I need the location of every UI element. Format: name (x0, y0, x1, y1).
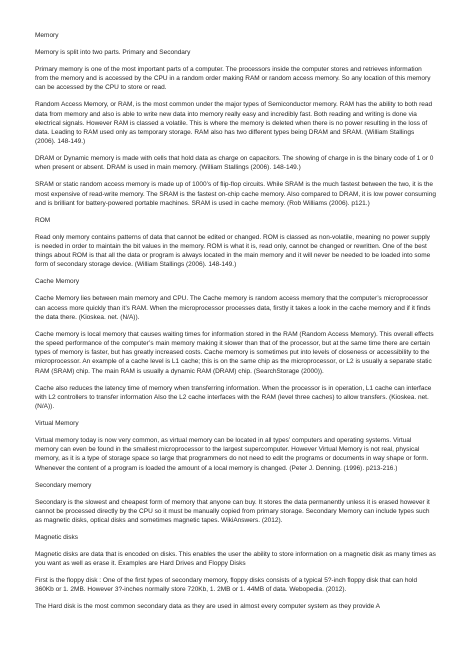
paragraph-cache-intro: Cache Memory lies between main memory and CPU. The Cache memory is random access memory that the computer’s microprocessor can access more quickly than it’s RAM. When the microprocessor processes data, firstly it takes a look in the cache memory and if it finds the data there. (Kioskea. net. (N/A)). (35, 295, 431, 321)
paragraph-memory-split: Memory is split into two parts. Primary and Secondary (35, 49, 191, 56)
heading-memory: Memory (35, 32, 59, 39)
paragraph-virtual-memory: Virtual memory today is now very common, as virtual memory can be located in all types’ computers and operating systems. Virtual memory can even be found in the smallest microprocessor to the largest supercomputer. However Virtual Memory is not real, physical memory, as it is a type of storage space so large that programmers do not need to edit the programs or documents in way shape or form. Whenever the content of a program is loaded the amount of a local memory is changed. (Peter J. Denning. (1996). p213-216.) (35, 437, 429, 472)
heading-secondary-memory: Secondary memory (35, 481, 92, 489)
heading-rom: ROM (35, 216, 51, 224)
paragraph-primary-memory: Primary memory is one of the most important parts of a computer. The processors inside the computer stores and retrieves information from the memory and is accessed by the CPU in a random order making RAM or random access memory. So any location of this memory can be accessed by the CPU to store or read. (35, 66, 431, 92)
paragraph-cache-latency: Cache also reduces the latency time of memory when transferring information. When the processor is in operation, L1 cache can interface with L2 controllers to transfer information Also the L2 cache interfaces with the RAM (level three caches) to allow transfers. (Kioskea. net. (N/A)). (35, 384, 432, 411)
heading-virtual-memory: Virtual Memory (35, 420, 79, 428)
heading-cache-memory: Cache Memory (35, 278, 80, 286)
paragraph-cache-local: Cache memory is local memory that causes waiting times for information stored in the RAM (Random Access Memory). This overall effects the speed performance of the computer’s main memory making it slower than that of the processor, but at the same time there are certain types of memory is faster, but has greatly increased costs. Cache memory is sometimes put into levels of closeness or accessibility to the microprocessor. An example of a cache level is L1 cache; this is on the same chip as the microprocessor, or L2 is usually a separate static RAM (SRAM) chip. The main RAM is usually a dynamic RAM (DRAM) chip. (SearchStorage (2000)). (35, 330, 434, 375)
paragraph-hard-disk: The Hard disk is the most common secondary data as they are used in almost every computer system as they provide A (35, 603, 381, 611)
paragraph-dram: DRAM or Dynamic memory is made with cells that hold data as charge on capacitors. The showing of charge in is the binary code of 1 or 0 when present or absent. DRAM is used in main memory. (William Stallings (2006). 148-149.) (35, 155, 434, 172)
paragraph-sram: SRAM or static random access memory is made up of 1000’s of flip-flop circuits. While SRAM is the much fastest between the two, it is the most expensive of read-write memory. The SRAM is the fastest on-chip cache memory. Also compared to DRAM, it is low power consuming and is brilliant for battery-powered portable machines. SRAM is used in cache memory. (Rob Williams (2006). p121.) (35, 181, 436, 207)
paragraph-rom: Read only memory contains patterns of data that cannot be edited or changed. ROM is classed as non-volatile, meaning no power supply is needed in order to maintain the bit values in the memory. ROM is what it is, read only, cannot be changed or rewritten. One of the best things about ROM is that all the data or program is always located in the main memory and it will never be needed to be loaded into some form of secondary storage device. (William Stallings (2006). 148-149.) (35, 233, 431, 269)
paragraph-floppy-disk: First is the floppy disk : One of the first types of secondary memory, floppy disks consists of a typical 5?-inch floppy disk that can hold 360Kb or 1. 2MB. However 3?-inches normally store 720Kb, 1. 2MB or 1. 44MB of data. Webopedia. (2012). (35, 577, 418, 594)
paragraph-ram: Random Access Memory, or RAM, is the most common under the major types of Semiconductor memory. RAM has the ability to both read data from memory and also is able to write new data into memory really easy and incredibly fast. Both reading and writing is done via electrical signals. However RAM is classed a volatile. This is where the memory is deleted when there is no power resulting in the loss of data. Leading to RAM used only as temporary storage. RAM also has two different types being DRAM and SRAM. (William Stallings (2006). 148-149.) (35, 101, 433, 146)
paragraph-magnetic-disks: Magnetic disks are data that is encoded on disks. This enables the user the ability to store information on a magnetic disk as many times as you want as well as erase it. Examples are Hard Drives and Floppy Disks (35, 551, 436, 568)
paragraph-secondary-memory: Secondary is the slowest and cheapest form of memory that anyone can buy. It stores the data permanently unless it is erased however it cannot be processed directly by the CPU so it must be manually copied from primary storage. Secondary Memory can include types such as magnetic disks, optical disks and sometimes magnetic tapes. WikiAnswers. (2012). (35, 498, 430, 525)
heading-magnetic-disks: Magnetic disks (35, 534, 78, 542)
